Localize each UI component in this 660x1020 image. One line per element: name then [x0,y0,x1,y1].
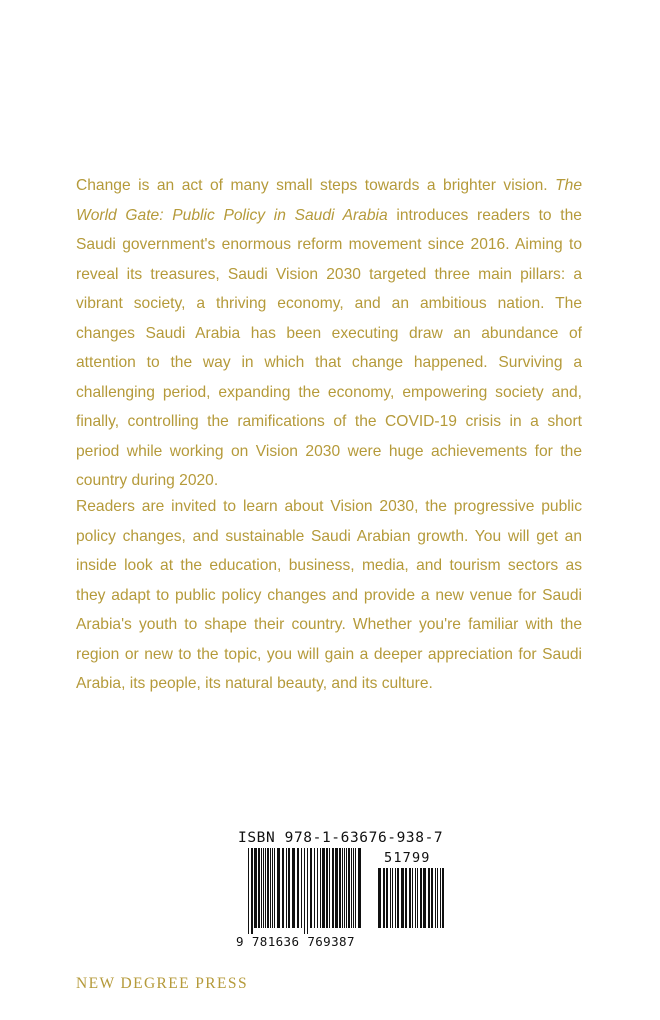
barcode-bar [415,868,416,928]
barcode-bar [423,868,426,928]
barcode-bar [412,868,413,928]
barcode-bar [417,868,418,928]
barcode-bar [286,848,287,928]
barcode-bar [420,868,422,928]
addon-digits: 51799 [384,850,431,866]
barcode-bar [437,868,438,928]
barcode-bar [263,848,264,928]
barcode-bar [386,868,388,928]
ean-digits: 9 781636 769387 [236,934,355,949]
barcode-bar [292,848,295,928]
publisher-name: NEW DEGREE PRESS [76,975,248,992]
barcode-bar [442,868,444,928]
barcode-bar [339,848,341,928]
barcode-bar [322,848,325,928]
barcode-bar [272,848,273,928]
barcode-bar [397,868,399,928]
barcode-bar [282,848,284,928]
barcode-bar [344,848,345,928]
isbn-label: ISBN 978-1-63676-938-7 [238,830,444,846]
barcode-bar [251,848,253,934]
barcode-bar [317,848,318,928]
barcode-bar [383,868,385,928]
barcode-bar [358,848,361,928]
barcode-bar [440,868,441,928]
barcode-bar [392,868,393,928]
barcode-bars-main [248,848,361,934]
barcode-bar [267,848,269,928]
barcode-bar [304,848,305,934]
barcode-bar [274,848,275,928]
blurb-paragraph-1 [76,171,582,496]
barcode-bar [346,848,347,928]
barcode-bar [332,848,334,928]
barcode-graphic [236,830,450,948]
barcode-bar [277,848,280,928]
barcode-bar [320,848,321,928]
barcode-bar [265,848,266,928]
barcode-bar [351,848,352,928]
barcode-bar [335,848,338,928]
barcode-bar [288,848,290,928]
barcode-bar [378,868,381,928]
book-title: The World Gate: Public Policy in Saudi Arabia [76,177,582,224]
barcode-bar [409,868,411,928]
barcode-bar [348,848,350,928]
blurb-body: introduces readers to the Saudi government's enormous reform movement since 2016. Aiming to reveal its treasures, Saudi Vision 2030 targeted three main pillars: a vibrant society, a thriving economy, and an ambitious nation. The changes Saudi Arabia has been executing draw an abundance of attention to the way in which that change happened. Surviving a challenging period, expanding the economy, empowering society and, finally, controlling the ramifications of the COVID-19 crisis in a short period while working on Vision 2030 were huge achievements for the country during 2020. [76,206,582,489]
barcode-bar [395,868,396,928]
isbn-barcode [236,830,450,948]
barcode-bar [342,848,343,928]
barcode-bar [261,848,262,928]
barcode-bar [248,848,249,934]
barcode-bar [310,848,312,928]
barcode-bar [254,848,257,928]
barcode-bar [329,848,330,928]
barcode-bar [301,848,302,928]
barcode-bar [307,848,308,934]
barcode-bar [270,848,271,928]
barcode-bar [401,868,404,928]
blurb-intro: Change is an act of many small steps towards a brighter vision. [76,177,556,194]
barcode-bar [314,848,315,928]
barcode-bar [258,848,260,928]
barcode-bar [326,848,328,928]
barcode-bar [353,848,354,928]
blurb-paragraph-2: Readers are invited to learn about Vision 2030, the progressive public policy changes, and sustainable Saudi Arabian growth. You will get an inside look at the education, business, media, and tourism sectors as they adapt to public policy changes and provide a new venue for Saudi Arabia's youth to shape their country. Whether you're familiar with the region or new to the topic, you will gain a deeper appreciation for Saudi Arabia, its people, its natural beauty, and its culture. [76,498,582,692]
barcode-bar [405,868,407,928]
barcode-bar [297,848,299,928]
barcode-bars-addon [378,868,444,928]
barcode-bar [390,868,391,928]
barcode-bar [435,868,436,928]
barcode-bar [431,868,433,928]
barcode-bar [355,848,356,928]
barcode-bar [428,868,430,928]
